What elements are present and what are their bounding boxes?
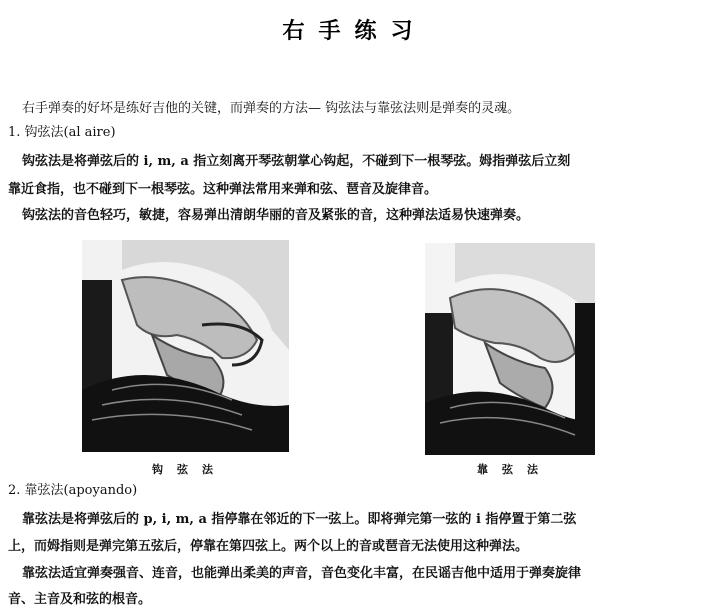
page-title: 右手练习 — [282, 18, 427, 44]
hand-illustration-right — [425, 243, 595, 455]
section2-line2: 上，而姆指则是弹完第五弦后，停靠在第四弦上。两个以上的音或琶音无法使用这种弹法。 — [8, 539, 529, 554]
section2-line3: 靠弦法适宜弹奏强音、连音，也能弹出柔美的声音，音色变化丰富，在民谣吉他中适用于弹奏旋律 — [22, 566, 582, 581]
section1-heading: 1. 钩弦法(al aire) — [8, 125, 116, 140]
rest-stroke-photo — [425, 243, 595, 455]
intro-paragraph: 右手弹奏的好坏是练好吉他的关键，而弹奏的方法— 钩弦法与靠弦法则是弹奏的灵魂。 — [22, 101, 521, 116]
section2-line4: 音、主音及和弦的根音。 — [8, 592, 152, 607]
hand-illustration-left — [82, 240, 289, 452]
rest-stroke-caption: 靠弦法 — [477, 463, 552, 476]
hook-stroke-caption: 钩弦法 — [152, 463, 227, 476]
section1-line1: 钩弦法是将弹弦后的 i, m, a 指立刻离开琴弦朝掌心钩起，不碰到下一根琴弦。姆指弹弦后立刻 — [22, 154, 571, 169]
section2-line1: 靠弦法是将弹弦后的 p, i, m, a 指停靠在邻近的下一弦上。即将弹完第一弦的 i 指停置于第二弦 — [22, 512, 577, 527]
section1-line3: 钩弦法的音色轻巧，敏捷，容易弹出清朗华丽的音及紧张的音，这种弹法适易快速弹奏。 — [22, 208, 530, 223]
section1-line2: 靠近食指，也不碰到下一根琴弦。这种弹法常用来弹和弦、琶音及旋律音。 — [8, 182, 438, 197]
hook-stroke-photo — [82, 240, 289, 452]
section2-heading: 2. 靠弦法(apoyando) — [8, 483, 138, 498]
